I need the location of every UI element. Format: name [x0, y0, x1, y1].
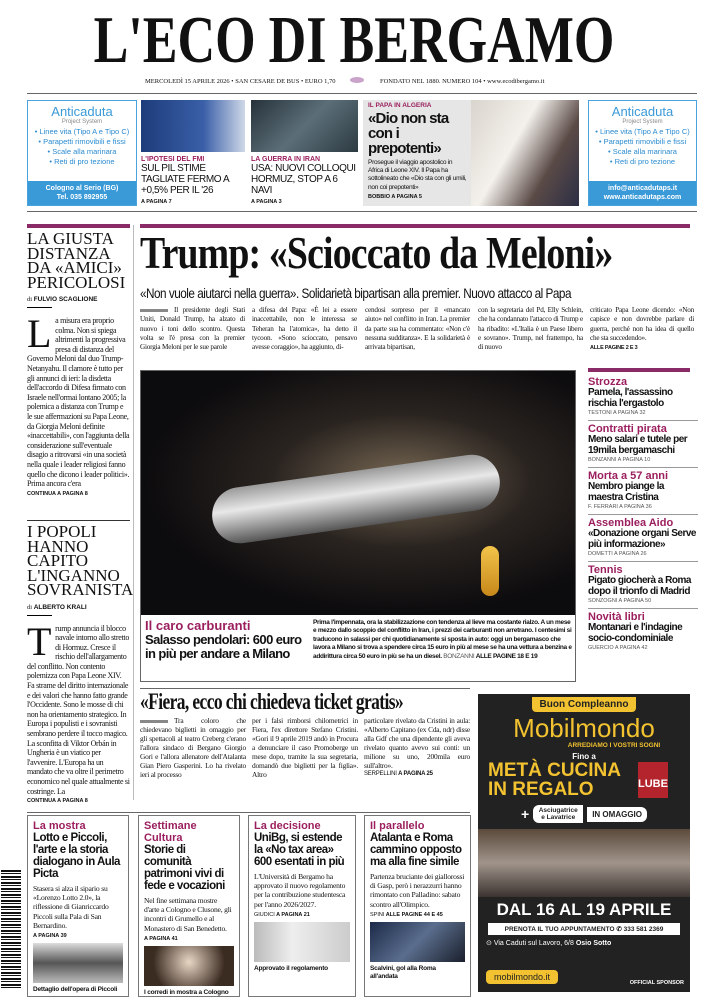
byline-prefix: di — [27, 296, 33, 303]
ad-cta: PRENOTA IL TUO APPUNTAMENTO — [504, 926, 615, 933]
box-title: Atalanta e Roma cammino opposto ma alla fine simile — [370, 832, 462, 868]
drop-cap: T — [27, 618, 52, 664]
box-photo — [144, 946, 234, 986]
lead-headline[interactable]: Trump: «Scioccato da Meloni» — [140, 228, 613, 278]
kicker: LA GUERRA IN IRAN — [251, 156, 321, 163]
box-text: Partenza bruciante dei giallorossi di Gasp, però i nerazzurri hanno rimontato con Palladino: sabato scontro all'Olimpico. — [370, 872, 465, 909]
page-ref: A PAGINA 3 — [251, 199, 282, 205]
box-photo — [33, 943, 123, 983]
top-story-iran[interactable] — [251, 100, 358, 205]
byline — [27, 603, 87, 616]
kicker: Assemblea Aido — [588, 517, 674, 529]
kicker: La decisione — [254, 820, 321, 832]
byline — [27, 296, 98, 308]
box-title: Storie di comunità patrimoni vivi di fede e vocazioni — [144, 844, 225, 892]
ad-anticaduta-left[interactable] — [27, 100, 137, 206]
fuel-story[interactable] — [140, 370, 576, 682]
lube-logo: LUBE — [638, 762, 668, 798]
box-text: Stasera si alza il sipario su «Lorenzo Lotto 2.0», la riflessione di Gianriccardo Piccoli sulla Pala di San Bernardino. — [33, 884, 109, 930]
byline-prefix: di — [27, 603, 33, 611]
ad-footer: www.anticadutaps.com — [603, 194, 682, 201]
masthead-logo: L'ECO DI BERGAMO — [93, 3, 615, 78]
box-settimane-cultura[interactable] — [138, 815, 240, 997]
photo-caption: Dettaglio dell'opera di Piccoli — [33, 986, 118, 994]
box-title: UniBg, si estende la «No tax area» 600 esentati in più — [254, 832, 345, 868]
ad-extra: Asciugatrice e Lavatrice — [533, 805, 583, 823]
masthead-emblem-icon — [350, 77, 364, 83]
ad-item: • Scale alla marinara — [608, 147, 677, 156]
short-title: Pamela, l'assassino rischia l'ergastolo — [588, 387, 673, 409]
lead-col-5 — [590, 306, 694, 353]
page-ref: ALLE PAGINE 44 E 45 — [385, 911, 443, 918]
editorial-text: a misura era proprio colma. Non si spiega altrimenti la progressiva presa di distanza del Governo Meloni dal duo Trump-Netanyahu. Il clamore è tutto per gli annunci di ieri: la disdetta dell'accordo di Difesa firmato con Israele nell'ormai lontano 2005; la polemica a distanza con Trump e le sue affermazioni su Papa Leone, da Giorgia Meloni definite «inaccettabili», con l'aggiunta della considerazione sull'eventuale disagio a ritrovarsi «in una società nella quale i leader religiosi fanno quello che dicono i leader politici». Prima ancora c'era — [27, 316, 130, 489]
short-item[interactable] — [588, 608, 698, 655]
plus-icon: + — [521, 806, 530, 822]
page-ref: DOMETTI A PAGINA 26 — [588, 551, 647, 557]
page-ref: GUERCIO A PAGINA 42 — [588, 645, 648, 651]
kicker: IL PAPA IN ALGERIA — [368, 102, 432, 109]
author: GIUDICI — [254, 911, 275, 918]
page-ref: A PAGINA 39 — [33, 933, 67, 940]
ad-item: • Parapetti rimovibili e fissi — [598, 137, 687, 146]
photo-caption: I corredi in mostra a Cologno — [144, 988, 229, 996]
box-photo — [254, 922, 350, 962]
short-item[interactable] — [588, 561, 698, 608]
kicker: Contratti pirata — [588, 423, 667, 435]
short-title: Nembro piange la maestra Cristina — [588, 481, 664, 503]
author: SPINI — [370, 911, 385, 918]
story-photo — [251, 100, 358, 152]
author: BONZANNI — [443, 652, 475, 660]
lead-col-1 — [140, 306, 245, 352]
ad-item: • Linee vita (Tipo A e Tipo C) — [34, 127, 130, 136]
page-ref: TESTONI A PAGINA 32 — [588, 410, 646, 416]
fiera-col-1 — [140, 716, 246, 779]
short-title: «Donazione organi Serve più informazione» — [588, 528, 696, 550]
ad-omaggio: IN OMAGGIO — [587, 807, 647, 822]
box-text: Nel fine settimana mostre d'arte a Cologno e Clusone, gli incontri di Grumello e al Monastero di San Benedetto. — [144, 896, 232, 933]
lead-text: criticato Papa Leone dicendo: «Non capisce e non dovrebbe parlare di guerra, perché non ha idea di quello che sta succedendo». — [590, 306, 694, 342]
lead-subhead: «Non vuole aiutarci nella guerra». Solidarietà bipartisan alla premier. Nuovo attacco al Papa — [140, 285, 571, 301]
editorial-title: LA GIUSTA DISTANZA DA «AMICI» PERICOLOSI — [27, 229, 126, 292]
ad-logo: Mobilmondo — [513, 713, 655, 743]
kicker: Il parallelo — [370, 820, 425, 832]
kicker: Novità libri — [588, 611, 645, 623]
drop-cap: L — [27, 311, 52, 356]
page-ref[interactable]: A PAGINA 25 — [398, 771, 433, 777]
ad-item: • Parapetti rimovibili e fissi — [38, 137, 126, 146]
ad-offer: METÀ CUCINA IN REGALO — [488, 760, 621, 800]
ad-footer: info@anticadutaps.it — [607, 185, 678, 192]
page-ref: A PAGINA 21 — [276, 911, 310, 918]
box-il-parallelo[interactable] — [364, 815, 471, 997]
date-line: MERCOLEDÌ 15 APRILE 2026 • SAN CESARE DE BUS • EURO 1,70 — [145, 78, 336, 85]
author: SERPELLINI — [364, 771, 397, 777]
ad-tagline: ARREDIAMO I VOSTRI SOGNI — [567, 742, 661, 749]
author: ALBERTO KRALI — [33, 603, 87, 611]
fuel-title: Salasso pendolari: 600 euro in più per andare a Milano — [145, 632, 302, 661]
short-title: Pigato giocherà a Roma dopo il trionfo di Madrid — [588, 575, 691, 597]
lead-col-4: con la segretaria del Pd, Elly Schlein, che ha condannato l'attacco di Trump e ha ribadito: «L'Italia è un Paese libero e sovrano». Trump, nel frattempo, ha di nuovo — [478, 306, 583, 352]
short-title: Montanari e l'indagine socio-condominiale — [588, 622, 683, 644]
fiera-text: particolare rivelato da Cristini in aula: «Alberto Capitano (ex Cda, ndr) disse alla Gdf che una dipendente gli aveva rivelato quanto avevo sui conti: un milione su uno, 200mila euro sull'altro». — [364, 716, 470, 770]
kicker: Tennis — [588, 564, 623, 576]
pope-photo — [471, 100, 579, 206]
ad-item: • Reti di pro tezione — [609, 157, 676, 166]
page-ref: BOBBIO A PAGINA 5 — [368, 193, 422, 200]
kicker: Settimane Cultura — [144, 820, 197, 844]
ad-sponsor: OFFICIAL SPONSOR — [629, 980, 684, 986]
fiera-text: Tra coloro che chiedevano biglietti in omaggio per gli spettacoli al teatro Creberg c'erano l'allora sindaco di Bergano Giorgio Gori e l'allora allenatore dell'Atalanta Gian Piero Gasperini. Lo ha rivelato ieri al processo — [140, 716, 246, 779]
editorial-title: I POPOLI HANNO CAPITO L'INGANNO SOVRANISTA — [27, 522, 134, 599]
ad-anticaduta-right[interactable] — [588, 100, 697, 206]
short-item[interactable] — [588, 514, 698, 561]
ad-badge: Buon Compleanno — [532, 697, 637, 712]
short-title: Meno salari e tutele per 19mila bergamaschi — [588, 434, 688, 456]
continue-link[interactable]: CONTINUA A PAGINA 8 — [27, 490, 88, 497]
ad-town: Osio Sotto — [575, 940, 612, 947]
kitchen-photo — [478, 829, 690, 897]
box-la-mostra[interactable] — [27, 815, 129, 997]
short-news-list — [588, 374, 698, 655]
box-text: L'Università di Bergamo ha approvato il nuovo regolamento per la contribuzione studentesca per l'anno 2026/2027. — [254, 872, 346, 909]
ad-mobilmondo[interactable] — [478, 694, 690, 992]
fiera-col-2: per i falsi rimborsi chilometrici in Fiera, l'ex direttore Stefano Cristini. «Gori il 9 aprile 2019 andò in Procura a denunciare il caso Promoberge un mese dopo, tramite la sua segretaria, domandò due biglietti per la figlia». Altro — [252, 716, 358, 779]
lead-text: Il presidente degli Stati Uniti, Donald Trump, ha alzato di nuovo i toni dello scontro. Questa volta se l'è presa con la premier Giorgia Meloni per le sue parole — [140, 306, 245, 352]
page-ref: A PAGINA 41 — [144, 935, 178, 942]
photo-caption: Scalvini, gol alla Roma all'andata — [370, 964, 436, 980]
fuel-text: Prima l'impennata, ora la stabilizzazione con tendenza al lieve ma costante rialzo. A un mese e mezzo dallo scoppio del conflitto in Iran, i prezzi dei carburanti non arretrano. I centesimi si traducono in salassi per chi quotidianamente si sposta in auto: oggi un bergamasco che lavora a Milano si trova a spendere circa 15 euro in più al mese se ha una vettura a benzina e addirittura circa 50 euro in più se ha un diesel. — [313, 619, 572, 660]
photo-caption: Approvato il regolamento — [254, 964, 328, 972]
lead-col-3: cendosi sorpreso per il «mancato aiuto» nel conflitto in Iran. La premier da parte sua ha commentato: «Non c'è nessuna sudditanza». E la solidarietà è arrivata bipartisan, — [365, 306, 470, 352]
story-photo — [141, 100, 245, 152]
continue-link[interactable]: CONTINUA A PAGINA 8 — [27, 798, 88, 805]
ad-address: Via Caduti sul Lavoro, 6/8 — [493, 940, 574, 947]
barcode — [1, 870, 21, 988]
lead-col-2: a difesa del Papa: «È lei a essere inaccettabile, non le interessa se Teheran ha l'atomica», ha detto il tycoon. «Sono scioccato, pensavo avesse coraggio», ha aggiunto, di- — [252, 306, 357, 352]
whatsapp-icon: ✆ — [616, 926, 622, 933]
ad-footer: Tel. 035 892955 — [56, 194, 108, 201]
ad-item: • Scale alla marinara — [47, 147, 117, 156]
location-pin-icon: ⊙ — [486, 940, 492, 947]
author: FULVIO SCAGLIONE — [33, 296, 98, 303]
short-item[interactable] — [588, 467, 698, 514]
top-story-fmi[interactable] — [141, 100, 245, 205]
page-ref[interactable]: ALLE PAGINE 2 E 3 — [590, 345, 638, 352]
founded-line: FONDATO NEL 1880. NUMERO 104 • www.ecodibergamo.it — [380, 78, 545, 85]
editorial-2[interactable] — [27, 522, 134, 805]
short-item[interactable] — [588, 420, 698, 467]
kicker: Strozza — [588, 376, 628, 388]
ad-text: Fino a — [572, 752, 596, 761]
kicker: L'IPOTESI DEL FMI — [141, 156, 205, 163]
ad-item: • Linee vita (Tipo A e Tipo C) — [595, 127, 690, 136]
ad-brand: Anticaduta — [51, 104, 113, 119]
ad-site[interactable]: mobilmondo.it — [486, 970, 558, 984]
box-photo — [370, 922, 465, 962]
fiera-col-3 — [364, 716, 470, 778]
ad-brand: Anticaduta — [611, 104, 674, 119]
fiera-headline[interactable]: «Fiera, ecco chi chiedeva ticket gratis» — [140, 689, 404, 714]
story-title: USA: NUOVI COLLOQUI HORMUZ, STOP A 6 NAVI — [251, 163, 356, 196]
kicker: La mostra — [33, 820, 86, 832]
kicker: Morta a 57 anni — [588, 470, 669, 482]
fuel-nozzle-photo — [141, 371, 575, 615]
page-ref: SONZOGNI A PAGINA 50 — [588, 598, 652, 604]
ad-dates: DAL 16 AL 19 APRILE — [496, 900, 672, 919]
ad-footer: Cologno al Serio (BG) — [45, 185, 119, 192]
box-la-decisione[interactable] — [248, 815, 356, 997]
page-ref: A PAGINA 7 — [141, 199, 172, 205]
ad-sub: Project System — [61, 119, 103, 125]
story-title: «Dio non sta con i prepotenti» — [368, 110, 449, 157]
editorial-text: rump annuncia il blocco navale intorno allo stretto di Hormuz. Cresce il rischio dell'allargamento del conflitto. Non contento polemizza con Papa Leone XIV. Fa strame del diritto internazionale e dei valori che hanno fatto grande l'Occidente. Sono le mosse di chi non ha orientamento strategico. In Europa i populisti e i sovranisti sembrano perdere il tocco magico. La sconfitta di Viktor Orbán in Ungheria è un viatico per l'avvenire. L'Europa ha un mandato che va oltre il perimetro economico nel quale attualmente si costringe. La — [27, 623, 130, 796]
box-title: Lotto e Piccoli, l'arte e la storia dialogano in Aula Picta — [33, 832, 120, 880]
short-item[interactable] — [588, 374, 698, 420]
ad-phone: 333 581 2369 — [623, 926, 664, 933]
ad-item: • Reti di pro tezione — [49, 157, 115, 166]
top-story-papa[interactable] — [363, 100, 579, 206]
page-ref: BONZANNI A PAGINA 10 — [588, 457, 651, 463]
ad-sub: Project System — [622, 119, 663, 125]
page-ref: F. FERRARI A PAGINA 36 — [588, 504, 652, 510]
story-text: Prosegue il viaggio apostolico in Africa di Leone XIV. Il Papa ha sottolineato che «Dio sta con gli umili, non coi prepotenti» — [368, 159, 467, 191]
editorial-1[interactable] — [27, 229, 130, 497]
page-ref[interactable]: ALLE PAGINE 18 E 19 — [475, 652, 538, 660]
kicker: Il caro carburanti — [145, 618, 251, 633]
story-title: SUL PIL STIME TAGLIATE FERMO A +0,5% PER IL '26 — [141, 163, 229, 196]
